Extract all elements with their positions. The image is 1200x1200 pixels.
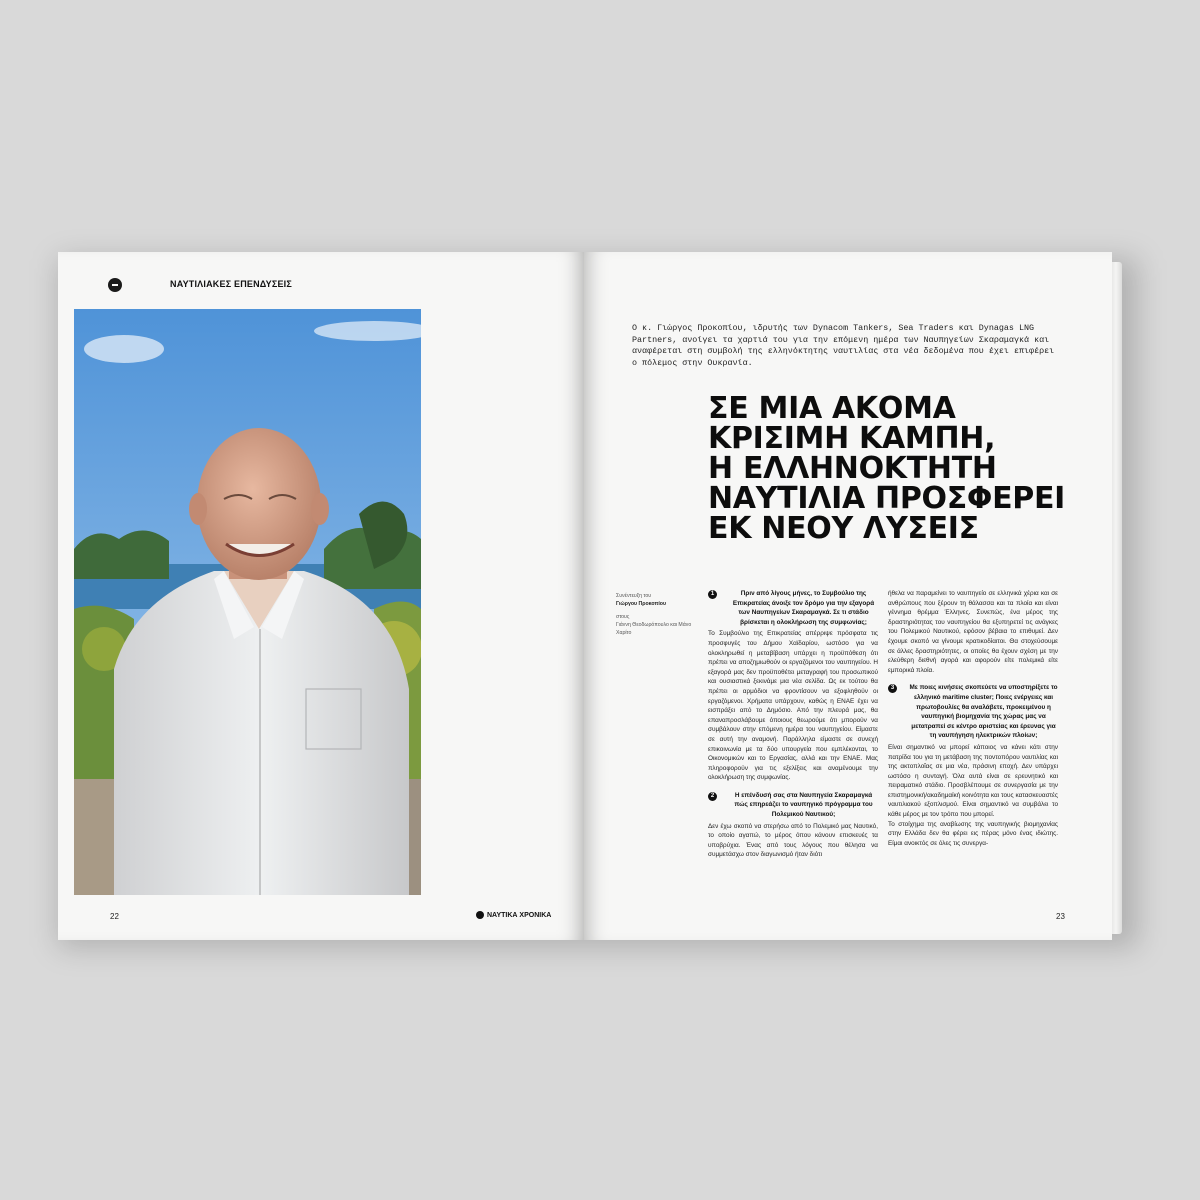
- question-block: [888, 683, 1058, 741]
- headline-line: ΕΚ ΝΕΟΥ ΛΥΣΕΙΣ: [708, 511, 979, 546]
- byline-name: Γιώργου Προκοπίου: [616, 601, 666, 607]
- byline-authors: Γιάννη Θεοδωρόπουλο και Μάνο Χαρίτο: [616, 622, 692, 636]
- answer-text: Το στοίχημα της αναβίωσης της ναυπηγικής βιομηχανίας στην Ελλάδα δεν θα φέρει εις πέρας μόνο ένας ιδιώτης. Είμαι ανοικτός σε όλες τις συνεργα-: [888, 820, 1058, 847]
- byline-to: στους: [616, 614, 630, 620]
- byline-intro: Συνέντευξη του: [616, 593, 652, 599]
- section-logo-icon: [108, 278, 122, 292]
- question-number: 1: [708, 590, 717, 599]
- answer-text: ήθελα να παραμείνει το ναυπηγείο σε ελληνικά χέρια και σε ανθρώπους που ξέρουν τη θάλασσα και τα πλοία και είναι γέννημα θρέμμα Έλληνες. Συνεπώς, ένα μέρος της δραστηριότητας του ναυπηγείου θα εξυπηρετεί τις ανάγκες του Πολεμικού Ναυτικού, εφόσον βέβαια το επιθυμεί. Δεν έχουμε σκοπό να γίνουμε κρατικοδίαιτοι. Θα στοχεύσουμε σε άλλες δραστηριότητες, οι οποίες θα έχουν σχέση με την ελεύθερη διεθνή αγορά και αφορούν είτε πολεμικά είτε εμπορικά πλοία.: [888, 590, 1058, 674]
- headline-line: ΚΡΙΣΙΜΗ ΚΑΜΠΗ,: [708, 421, 996, 456]
- question-text: Με ποιες κινήσεις σκοπεύετε να υποστηρίξετε το ελληνικό maritime cluster; Ποιες ενέργειες και πρωτοβουλίες θα αναλάβετε, προκειμένου η ναυπηγική βιομηχανία της χώρας μας να μετατραπεί σε κέντρο αριστείας και έρευνας για τη ναυπήγηση ηλεκτρικών πλοίων;: [909, 684, 1058, 740]
- question-block: [708, 791, 878, 820]
- left-page: [58, 252, 584, 940]
- question-block: [708, 589, 878, 627]
- portrait-photo: [74, 309, 421, 895]
- portrait-photo-icon: [74, 309, 421, 895]
- headline-line: Η ΕΛΛΗΝΟΚΤΗΤΗ: [708, 451, 997, 486]
- footer-brand: [476, 911, 551, 919]
- question-number: 2: [708, 792, 717, 801]
- answer-text: Το Συμβούλιο της Επικρατείας απέρριψε πρόσφατα τις προσφυγές του Δήμου Χαϊδαρίου, ωστόσο για να ολοκληρωθεί η μεταβίβαση υπάρχει η προϋπόθεση ότι πρέπει να αποζημιωθούν οι εργαζόμενοι του ναυπηγείου. Η εξαγορά μας δεν προϋποθέτει μεταγραφή του προσωπικού και ουσιαστικά ξεκινάμε μια νέα σελίδα. Ως εκ τούτου θα πρέπει οι αρμόδιοι να φροντίσουν να εξοφληθούν οι εργαζόμενοι. Χρήματα υπάρχουν, καθώς η ΕΝΑΕ έχει να εισπράξει από το Δημόσιο. Από την πλευρά μας, θα επαναπροσλάβουμε όποιους θεωρούμε ότι μπορούν να συμβάλουν στην επόμενη ημέρα του ναυπηγείου. Είμαστε σε αυτή την αναμονή. Παράλληλα είμαστε σε συνεχή επικοινωνία με τα δύο υπουργεία που εμπλέκονται, το Οικονομικών και το Εργασίας, αλλά και την ΕΝΑΕ. Μας πληροφορούν για τις εξελίξεις και αναμένουμε την ολοκλήρωση της συμφωνίας.: [708, 630, 878, 782]
- right-page: [584, 252, 1112, 940]
- question-text: Πριν από λίγους μήνες, το Συμβούλιο της Επικρατείας άνοιξε τον δρόμο για την εξαγορά των Ναυπηγείων Σκαραμαγκά. Σε τι στάδιο βρίσκεται η ολοκλήρωση της συμφωνίας;: [732, 590, 875, 626]
- article-headline: [708, 391, 1108, 546]
- headline-line: ΝΑΥΤΙΛΙΑ ΠΡΟΣΦΕΡΕΙ: [708, 481, 1066, 516]
- byline: [616, 592, 696, 637]
- article-column-2: [888, 589, 1058, 856]
- answer-text: Είναι σημαντικό να μπορεί κάποιος να κάνει κάτι στην πατρίδα του για τη μετάβαση της ποντοπόρου ναυτιλίας και της ακτοπλοΐας σε μια νέα, πράσινη εποχή. Δεν υπάρχει ωστόσο η συνταγή. Όλα αυτά είναι σε ερευνητικό και πειραματικό στάδιο. Προσβλέπουμε σε συνεργασία με την επιστημονική/ακαδημαϊκή κοινότητα και τους κατασκευαστές ναυτιλιακού εξοπλισμού. Είναι σημαντικό να συμβάλει το κάθε μέρος με τον τρόπο που μπορεί.: [888, 743, 1058, 819]
- headline-line: ΣΕ ΜΙΑ ΑΚΟΜΑ: [708, 391, 956, 426]
- article-column-1: [708, 589, 878, 868]
- question-text: Η επένδυσή σας στα Ναυπηγεία Σκαραμαγκά πώς επηρεάζει το ναυπηγικό πρόγραμμα του Πολεμικού Ναυτικού;: [734, 791, 873, 819]
- footer-brand-label: ΝΑΥΤΙΚΑ ΧΡΟΝΙΚΑ: [487, 911, 552, 919]
- page-number-left: 22: [110, 912, 119, 921]
- section-title: ΝΑΥΤΙΛΙΑΚΕΣ ΕΠΕΝΔΥΣΕΙΣ: [170, 279, 292, 289]
- answer-text: Δεν έχω σκοπό να στερήσω από το Πολεμικό μας Ναυτικό, το οποίο αγαπώ, το μέρος όπου κάνουν επισκευές τα υποβρύχια. Ένας από τους λόγους που θέλησα να συμμετάσχω στον διαγωνισμό ήταν διότι: [708, 822, 878, 859]
- brand-logo-icon: [476, 911, 484, 919]
- question-number: 3: [888, 684, 897, 693]
- article-intro: Ο κ. Γιώργος Προκοπίου, ιδρυτής των Dynacom Tankers, Sea Traders και Dynagas LNG Partners, ανοίγει τα χαρτιά του για την επόμενη ημέρα των Ναυπηγείων Σκαραμαγκά και αναφέρεται στη συμβολή της ελληνόκτητης ναυτιλίας στα νέα δεδομένα που έχει επιφέρει ο πόλεμος στην Ουκρανία.: [632, 323, 1055, 368]
- page-number-right: 23: [1056, 912, 1065, 921]
- page-stack-edge: [1112, 262, 1122, 934]
